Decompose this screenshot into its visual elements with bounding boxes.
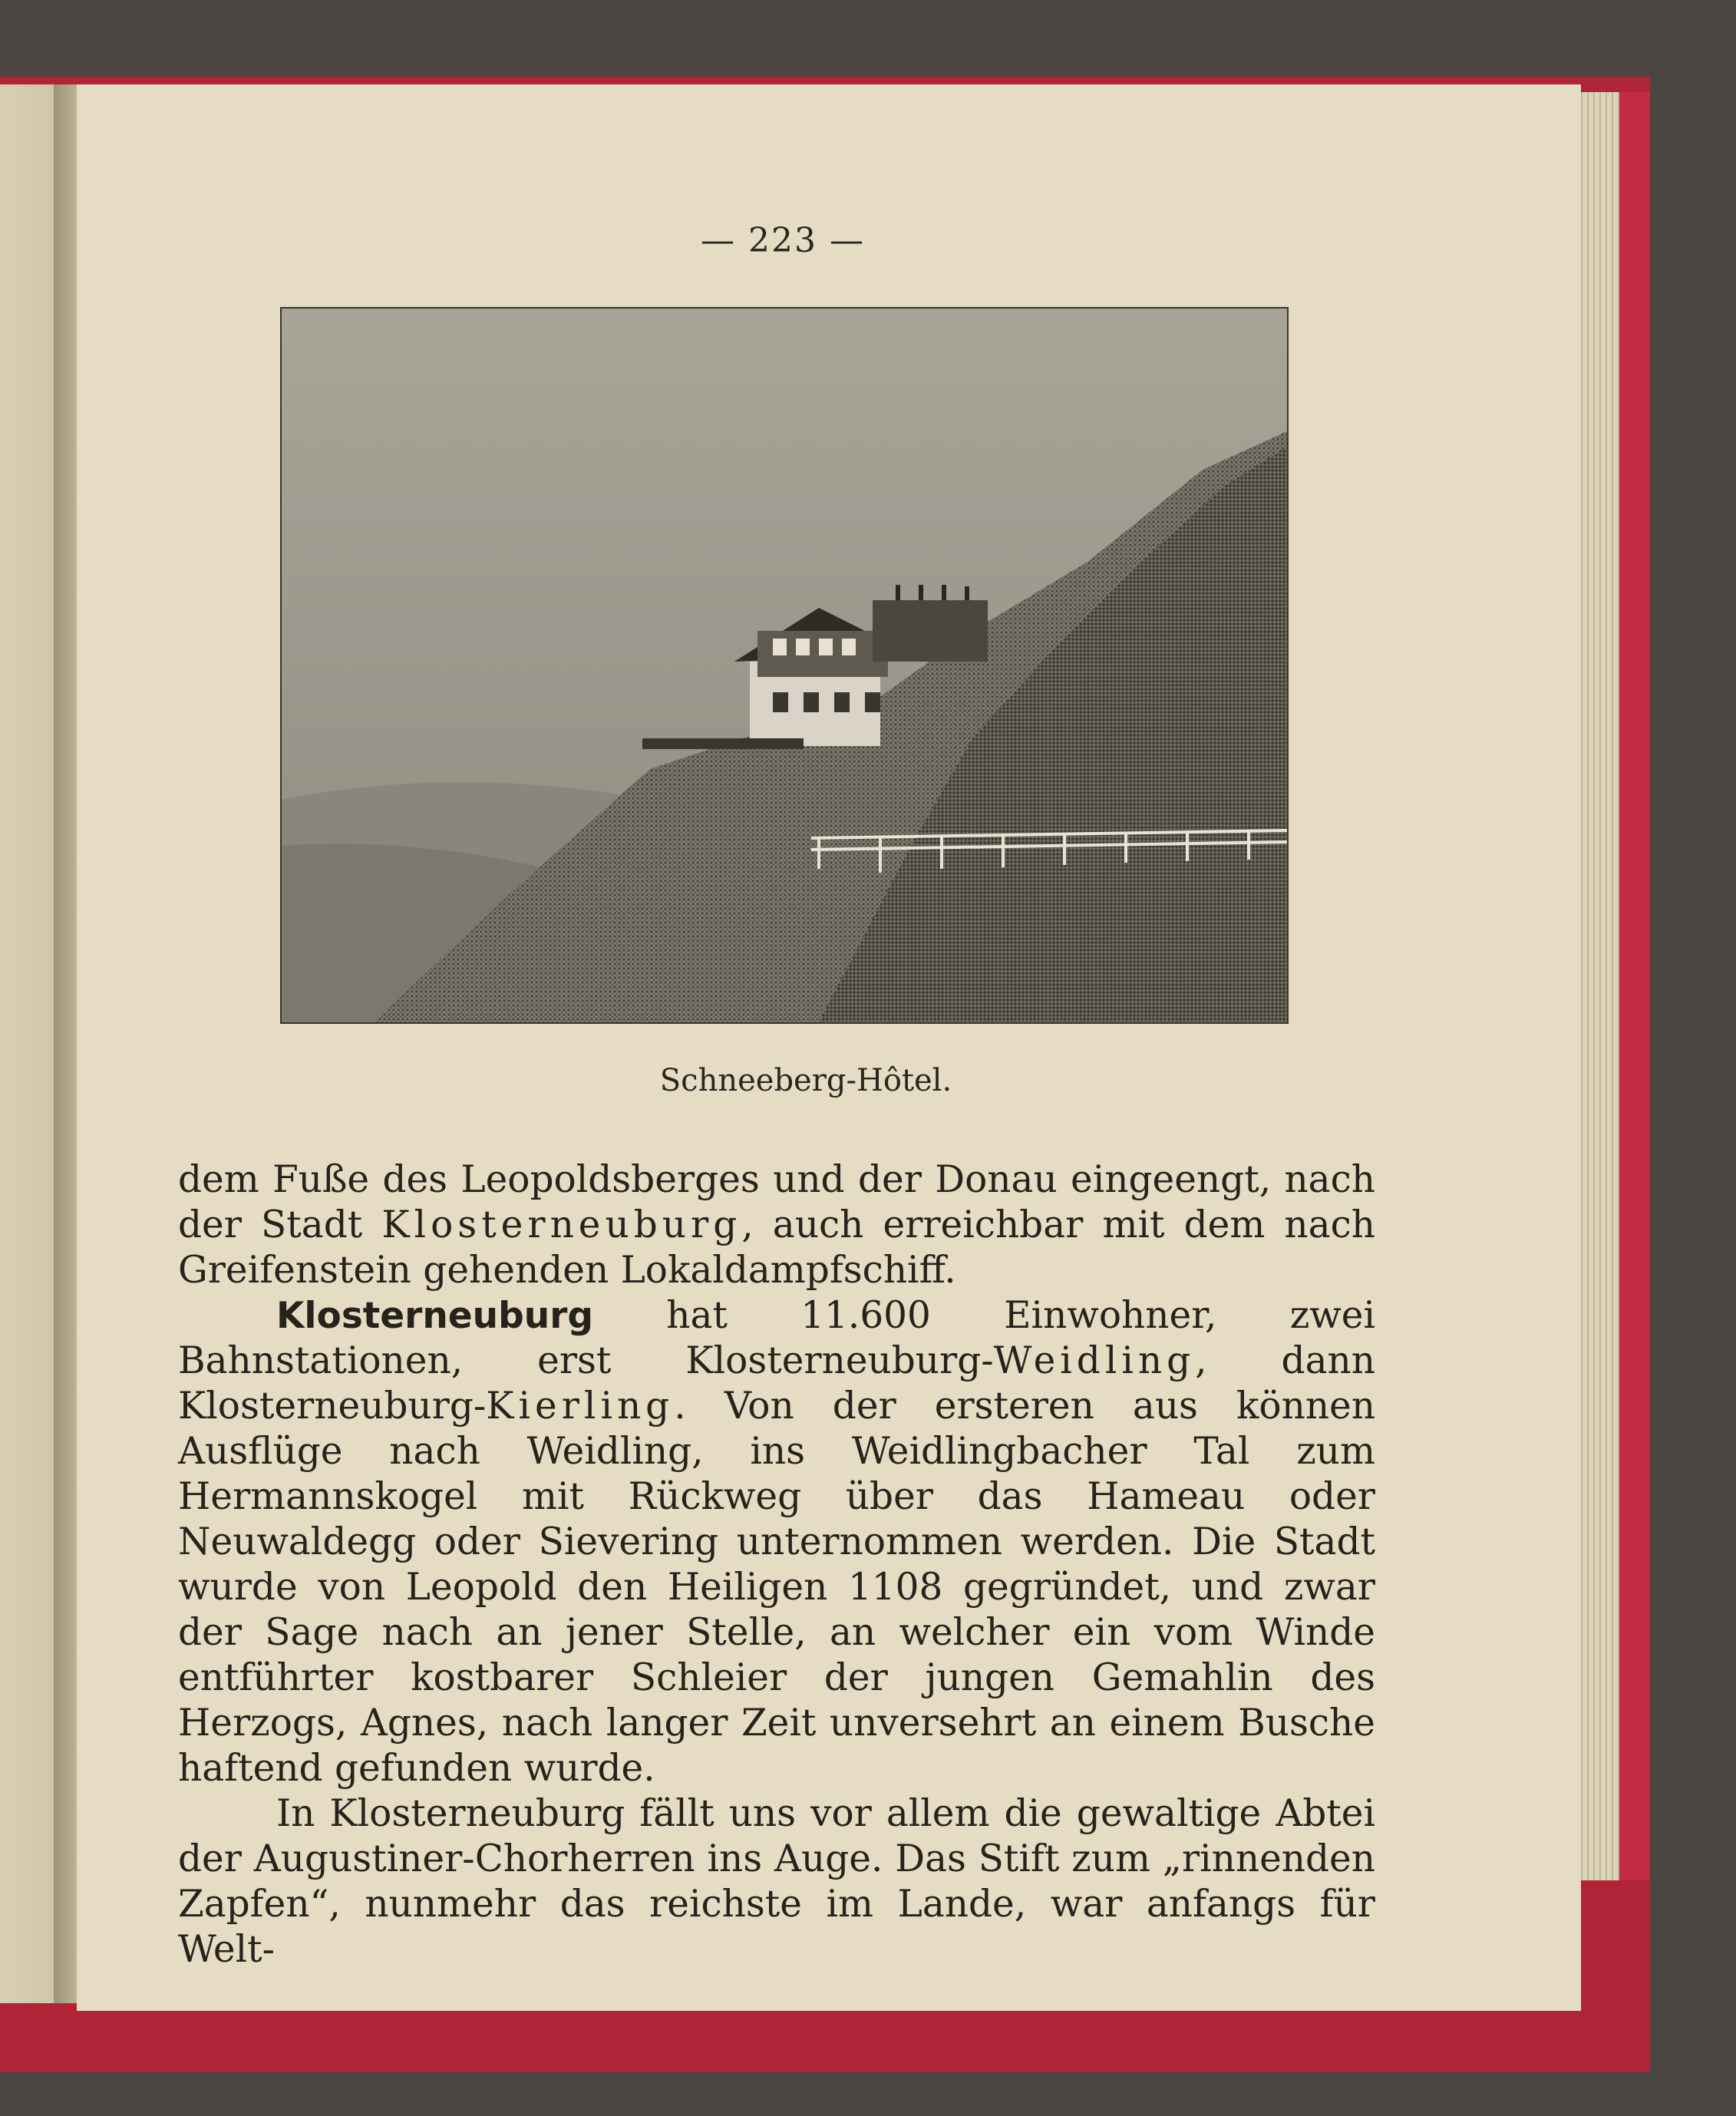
paragraph-1-text-end: , auch erreichbar mit dem nach Greifenstein gehenden Lokaldampfschiff.: [178, 1203, 1375, 1292]
paragraph-1-spaced-word: Klosterneuburg: [381, 1203, 742, 1246]
body-text: [178, 1157, 1375, 1972]
page-number: — 223 —: [701, 221, 865, 260]
section-heading-word: Klosterneuburg: [276, 1295, 594, 1337]
figure-caption: Schneeberg-Hôtel.: [659, 1063, 952, 1098]
paragraph-2-spaced-word-2: Kierling: [486, 1385, 675, 1428]
page-block-red-edge: [1619, 92, 1650, 1880]
paragraph-2-text-2: , dann Klosterneuburg-: [178, 1339, 1375, 1428]
paragraph-1: [178, 1157, 1375, 1293]
paragraph-2-spaced-word-1: Weidling: [993, 1339, 1196, 1382]
paragraph-1-text: dem Fuße des Leopoldsberges und der Donau eingeengt, nach der Stadt: [178, 1158, 1375, 1246]
paragraph-3: In Klosterneuburg fällt uns vor allem die gewaltige Abtei der Augustiner-Chorherren ins Auge. Das Stift zum „rinnenden Zapfen“, nunmehr das reichste im Lande, war anfangs für Welt-: [178, 1792, 1375, 1971]
paragraph-2-text: hat 11.600 Einwohner, zwei Bahnstationen, erst Klosterneuburg-: [178, 1294, 1375, 1382]
paragraph-2-text-3: . Von der ersteren aus können Ausflüge nach Weidling, ins Weidlingbacher Tal zum Hermannskogel mit Rückweg über das Hameau oder Neuwaldegg oder Sievering unternommen werden. Die Stadt wurde von Leopold den Heiligen 1108 gegründet, und zwar der Sage nach an jener Stelle, an welcher ein vom Winde entführter kostbarer Schleier der jungen Gemahlin des Herzogs, Agnes, nach langer Zeit unversehrt an einem Busche haftend gefunden wurde.: [178, 1385, 1375, 1790]
paragraph-2: [178, 1293, 1375, 1791]
hotel-illustration: [280, 307, 1289, 1024]
